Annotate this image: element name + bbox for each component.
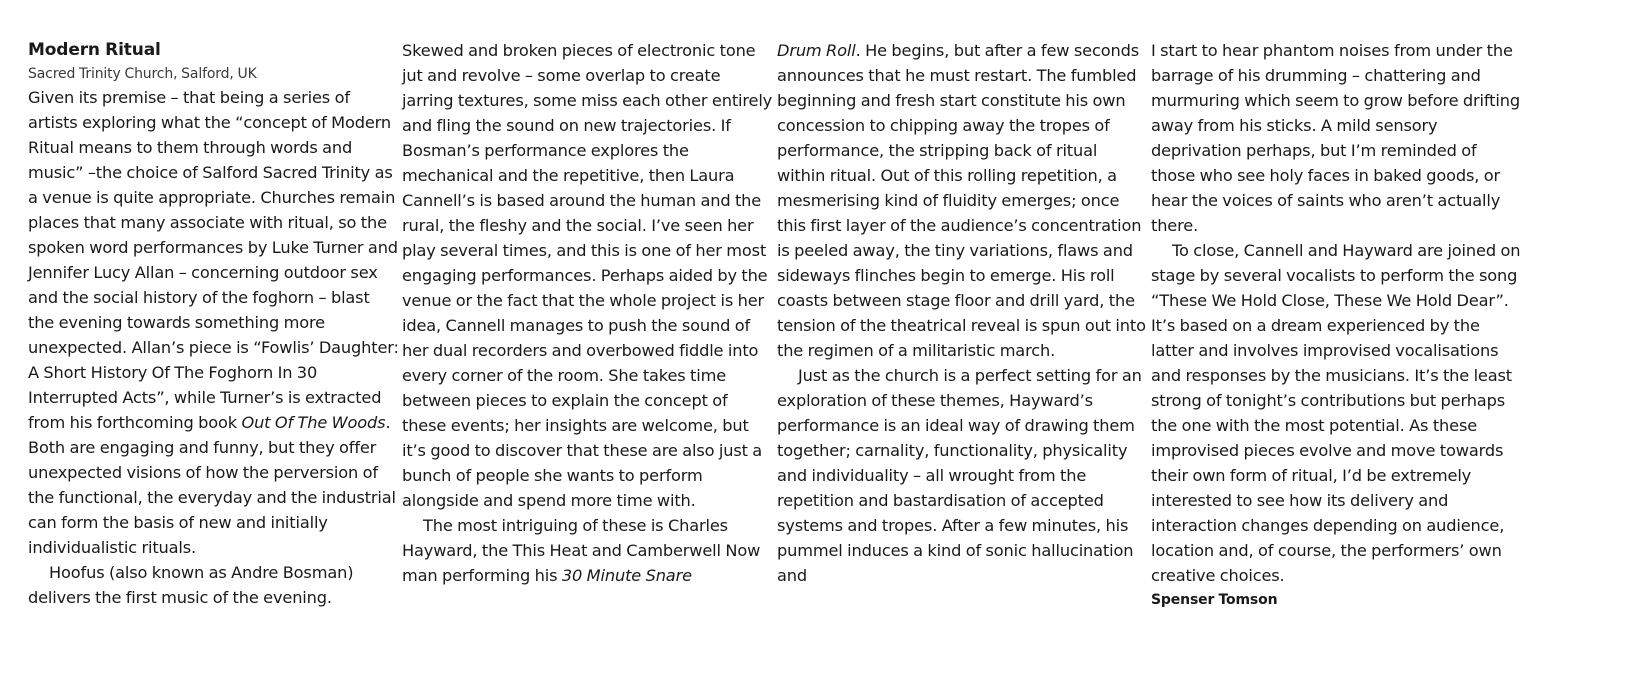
paragraph	[777, 38, 1149, 363]
column-1	[28, 38, 400, 610]
paragraph-text: . Both are engaging and funny, but they offer unexpected visions of how the perversion of the functional, the everyday and the industrial can form the basis of new and initially individualistic rituals.	[28, 413, 396, 557]
paragraph: To close, Cannell and Hayward are joined on stage by several vocalists to perform the song “These We Hold Close, These We Hold Dear”. It’s based on a dream experienced by the latter and involves improvised vocalisations and responses by the musicians. It’s the least strong of tonight’s contributions but perhaps the one with the most potential. As these improvised pieces evolve and move towards their own form of ritual, I’d be extremely interested to see how its delivery and interaction changes depending on audience, location and, of course, the performers’ own creative choices.	[1151, 241, 1521, 585]
paragraph-text: The most intriguing of these is Charles Hayward, the This Heat and Camberwell Now man performing his	[402, 516, 761, 585]
author-byline: Spenser Tomson	[1151, 592, 1278, 608]
paragraph	[28, 85, 400, 560]
piece-title: Drum Roll	[777, 41, 856, 60]
piece-title: 30 Minute Snare	[561, 566, 692, 585]
paragraph: Hoofus (also known as Andre Bosman) delivers the first music of the evening.	[28, 563, 354, 607]
column-2	[402, 38, 774, 588]
paragraph	[402, 513, 774, 588]
column-4	[1151, 38, 1523, 612]
paragraph-text: Given its premise – that being a series of artists exploring what the “concept of Modern Ritual means to them through words and music” –the choice of Salford Sacred Trinity as a venue is quite appropriate. Churches remain places that many associate with ritual, so the spoken word performances by Luke Turner and Jennifer Lucy Allan – concerning outdoor sex and the social history of the foghorn – blast the evening towards something more unexpected. Allan’s piece is “Fowlis’ Daughter: A Short History Of The Foghorn In 30 Interrupted Acts”, while Turner’s is extracted from his forthcoming book	[28, 88, 399, 432]
paragraph: I start to hear phantom noises from under the barrage of his drumming – chattering and murmuring which seem to grow before drifting away from his sticks. A mild sensory deprivation perhaps, but I’m reminded of those who see holy faces in baked goods, or hear the voices of saints who aren’t actually there.	[1151, 41, 1520, 235]
column-3	[777, 38, 1149, 588]
paragraph-text: . He begins, but after a few seconds announces that he must restart. The fumbled beginning and fresh start constitute his own concession to chipping away the tropes of performance, the stripping back of ritual within ritual. Out of this rolling repetition, a mesmerising kind of fluidity emerges; once this first layer of the audience’s concentration is peeled away, the tiny variations, flaws and sideways flinches begin to emerge. His roll coasts between stage floor and drill yard, the tension of the theatrical reveal is spun out into the regimen of a militaristic march.	[777, 41, 1146, 360]
paragraph: Skewed and broken pieces of electronic tone jut and revolve – some overlap to create jarring textures, some miss each other entirely and fling the sound on new trajectories. If Bosman’s performance explores the mechanical and the repetitive, then Laura Cannell’s is based around the human and the rural, the fleshy and the social. I’ve seen her play several times, and this is one of her most engaging performances. Perhaps aided by the venue or the fact that the whole project is her idea, Cannell manages to push the sound of her dual recorders and overbowed fiddle into every corner of the room. She takes time between pieces to explain the concept of these events; her insights are welcome, but it’s good to discover that these are also just a bunch of people she wants to perform alongside and spend more time with.	[402, 41, 773, 510]
article-venue: Sacred Trinity Church, Salford, UK	[28, 66, 257, 82]
article-title: Modern Ritual	[28, 40, 161, 60]
book-title: Out Of The Woods	[241, 413, 386, 432]
paragraph: Just as the church is a perfect setting for an exploration of these themes, Hayward’s performance is an ideal way of drawing them together; carnality, functionality, physicality and individuality – all wrought from the repetition and bastardisation of accepted systems and tropes. After a few minutes, his pummel induces a kind of sonic hallucination and	[777, 366, 1142, 585]
